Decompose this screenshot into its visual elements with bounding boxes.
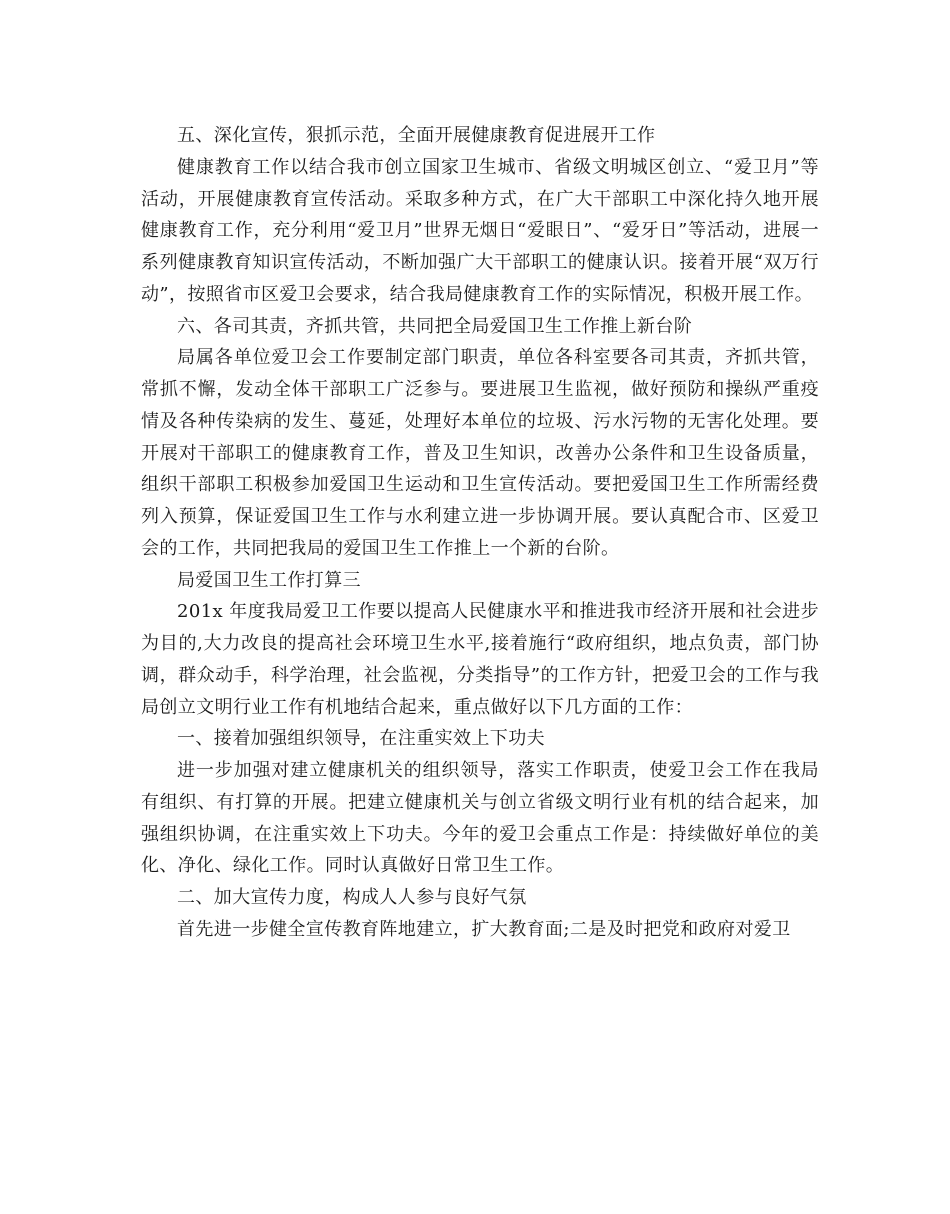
section-heading-one: 一、接着加强组织领导，在注重实效上下功夫 [177,728,545,750]
document-subtitle: 局爱国卫生工作打算三 [177,569,361,591]
section-heading-six: 六、各司其责，齐抓共管，共同把全局爱国卫生工作推上新台阶 [177,315,693,337]
section-heading-two: 二、加大宣传力度，构成人人参与良好气氛 [177,887,527,908]
body-paragraph: 201x 年度我局爱卫工作要以提高人民健康水平和推进我市经济开展和社会进步为目的,大力改良的提高社会环境卫生水平,接着施行“政府组织，地点负责，部门协调，群众动手，科学治理，社会监视，分类指导”的工作方针，把爱卫会的工作与我局创立文明行业工作有机地结合起来，重点做好以下几方面的工作： [141,601,819,718]
body-paragraph: 进一步加强对建立健康机关的组织领导，落实工作职责，使爱卫会工作在我局有组织、有打算的开展。把建立健康机关与创立省级文明行业有机的结合起来，加强组织协调，在注重实效上下功夫。今年的爱卫会重点工作是：持续做好单位的美化、净化、绿化工作。同时认真做好日常卫生工作。 [141,760,819,877]
body-paragraph: 健康教育工作以结合我市创立国家卫生城市、省级文明城区创立、“爱卫月”等活动，开展健康教育宣传活动。采取多种方式，在广大干部职工中深化持久地开展健康教育工作，充分利用“爱卫月”世界无烟日“爱眼日”、“爱牙日”等活动，进展一系列健康教育知识宣传活动，不断加强广大干部职工的健康认识。接着开展“双万行动”，按照省市区爱卫会要求，结合我局健康教育工作的实际情况，积极开展工作。 [141,156,819,305]
document-page [141,120,819,946]
body-paragraph: 首先进一步健全宣传教育阵地建立，扩大教育面;二是及时把党和政府对爱卫 [177,918,791,940]
section-heading-five: 五、深化宣传，狠抓示范，全面开展健康教育促进展开工作 [177,125,656,146]
body-paragraph: 局属各单位爱卫会工作要制定部门职责，单位各科室要各司其责，齐抓共管，常抓不懈，发动全体干部职工广泛参与。要进展卫生监视，做好预防和操纵严重疫情及各种传染病的发生、蔓延，处理好本单位的垃圾、污水污物的无害化处理。要开展对干部职工的健康教育工作，普及卫生知识，改善办公条件和卫生设备质量，组织干部职工积极参加爱国卫生运动和卫生宣传活动。要把爱国卫生工作所需经费列入预算，保证爱国卫生工作与水利建立进一步协调开展。要认真配合市、区爱卫会的工作，共同把我局的爱国卫生工作推上一个新的台阶。 [141,347,819,559]
